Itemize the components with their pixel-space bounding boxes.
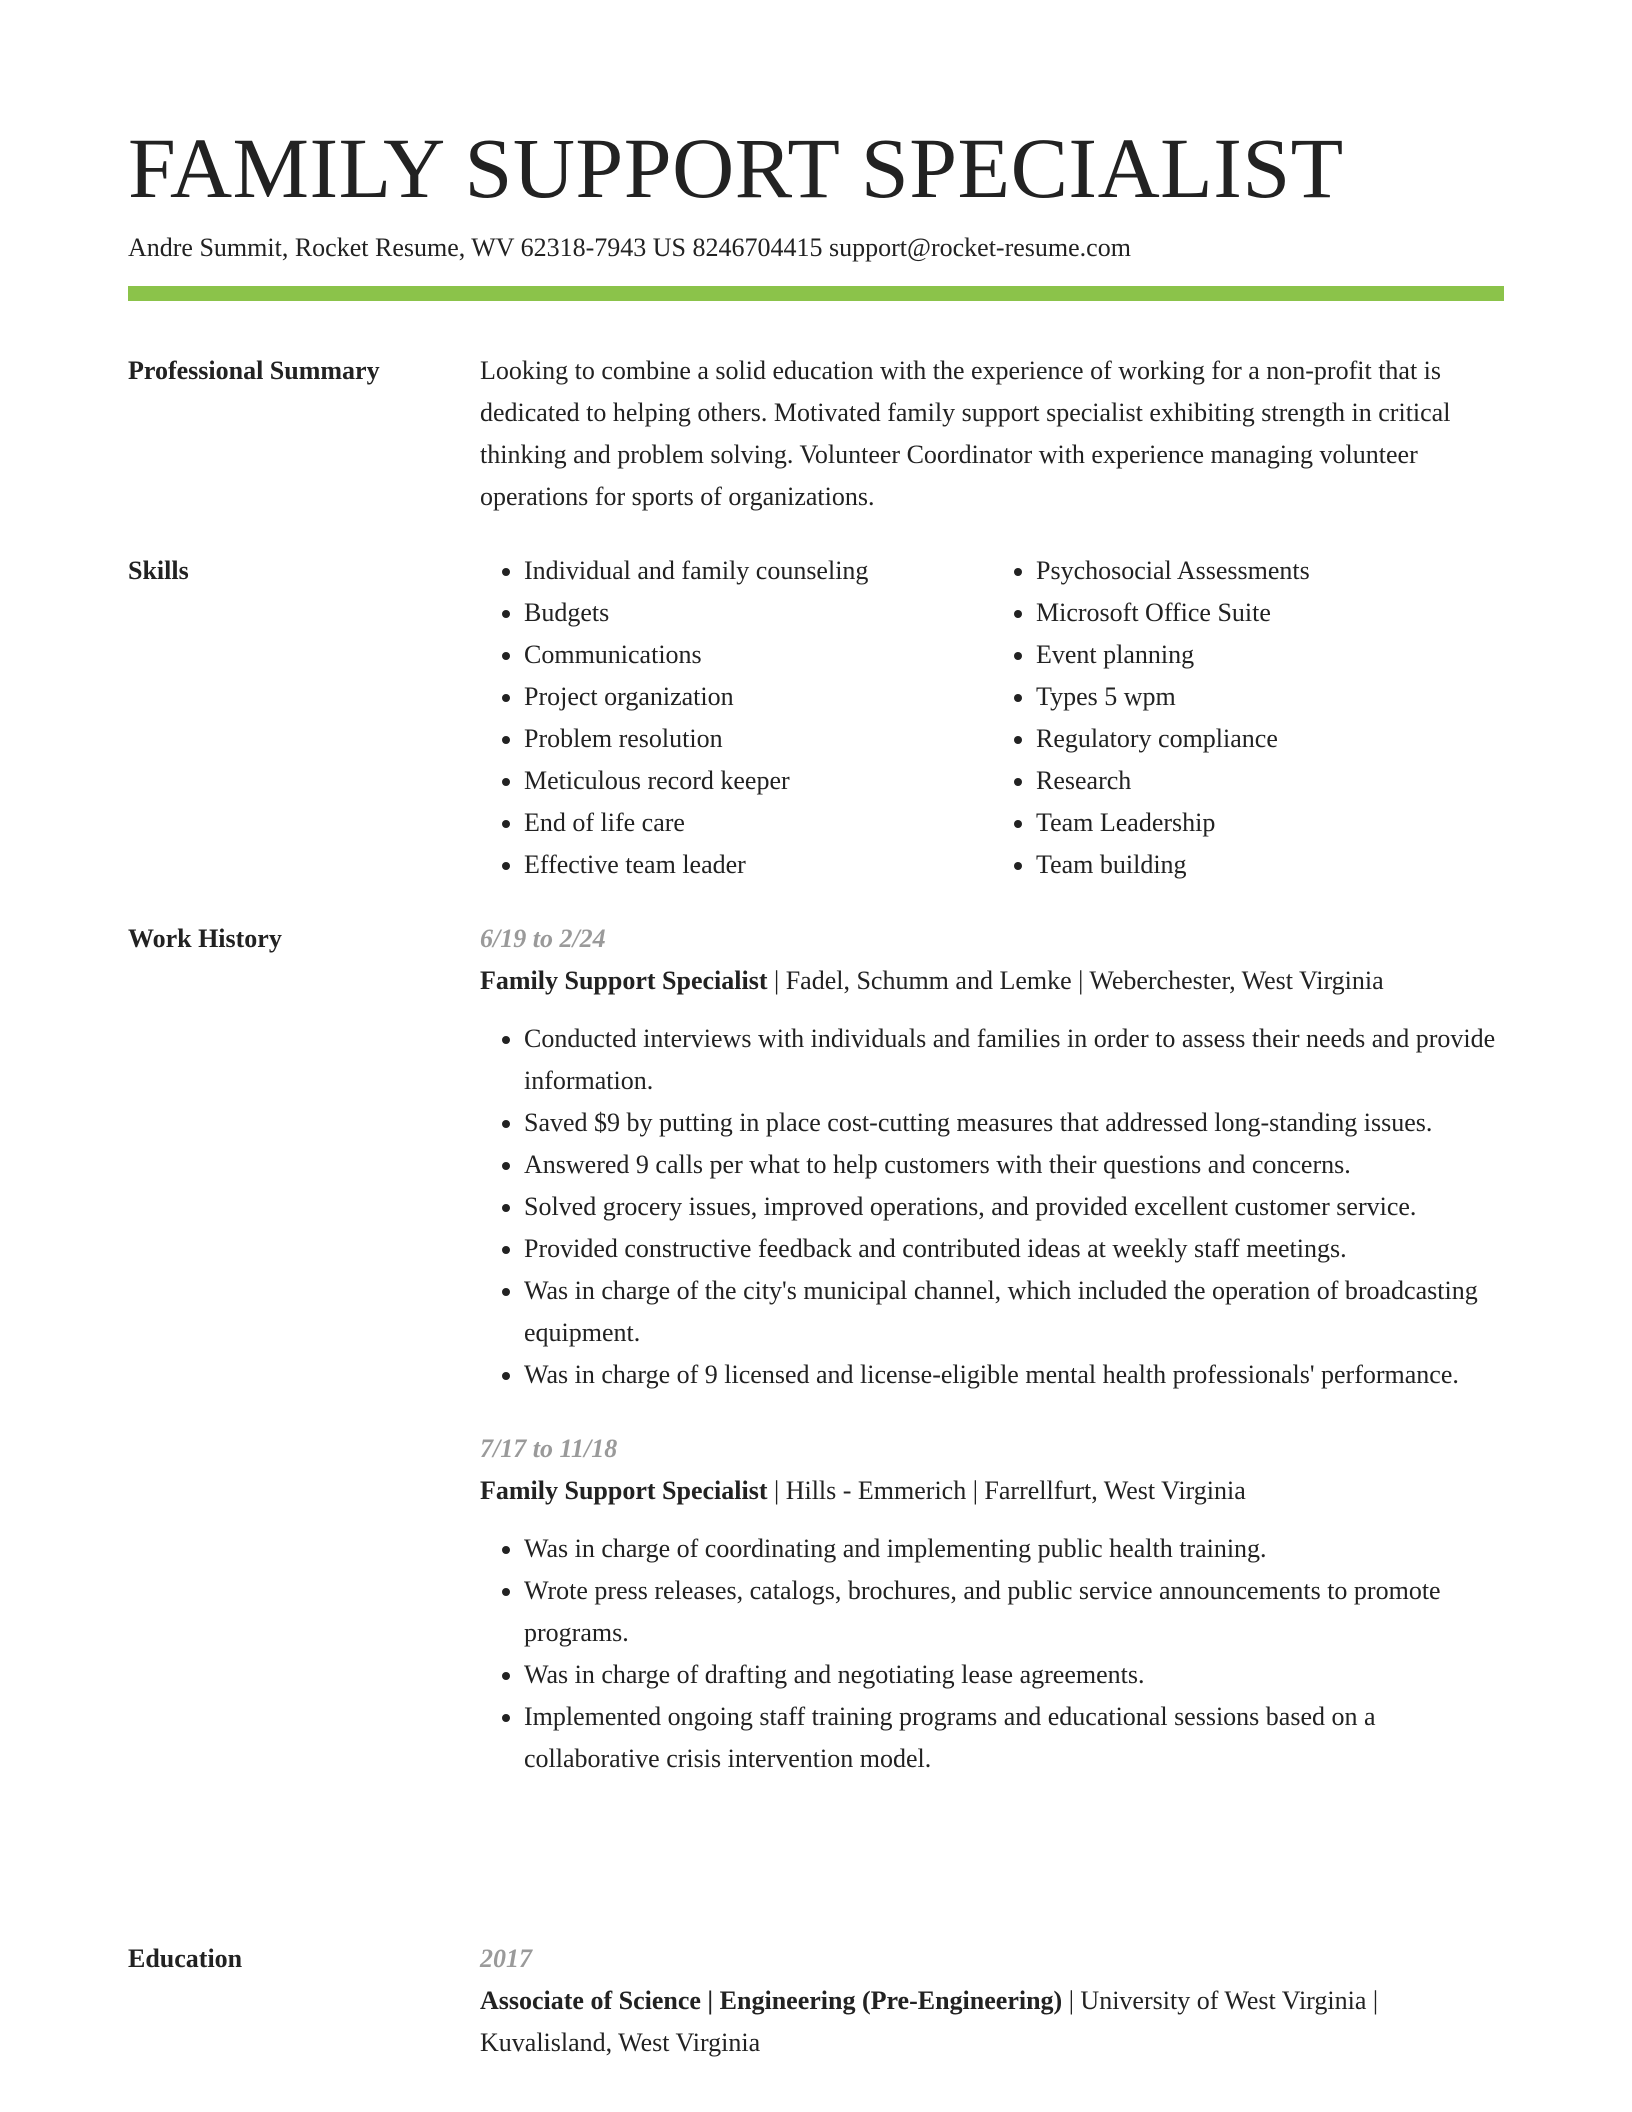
skills-list-left (480, 550, 992, 886)
education-degree: Associate of Science | Engineering (Pre-Engineering) (480, 1986, 1063, 2015)
summary-text: Looking to combine a solid education with the experience of working for a non-profit that is dedicated to helping others. Motivated family support specialist exhibiting strength in critical thinking and problem solving. Volunteer Coordinator with experience managing volunteer operations for sports of organizations. (480, 356, 1451, 511)
resume-title: FAMILY SUPPORT SPECIALIST (128, 120, 1344, 216)
contact-line: Andre Summit, Rocket Resume, WV 62318-7943 US 8246704415 support@rocket-resume.com (128, 233, 1131, 262)
skill-item: • Communications (524, 634, 992, 676)
skill-item: • Microsoft Office Suite (1036, 592, 1504, 634)
skill-item: • Psychosocial Assessments (1036, 550, 1504, 592)
header-divider (128, 286, 1504, 301)
skill-item: • Team Leadership (1036, 802, 1504, 844)
education-details: | University of West Virginia | Kuvalisland, West Virginia (480, 1986, 1379, 2057)
job-heading (480, 960, 1504, 1002)
skill-item: • Regulatory compliance (1036, 718, 1504, 760)
skills-heading: Skills (128, 556, 189, 585)
skill-item: • Budgets (524, 592, 992, 634)
duty-item: • Was in charge of 9 licensed and license-eligible mental health professionals' performance. (524, 1354, 1504, 1396)
job-dates: 7/17 to 11/18 (480, 1434, 618, 1463)
skill-item: • End of life care (524, 802, 992, 844)
job-heading (480, 1470, 1504, 1512)
skill-item: • Team building (1036, 844, 1504, 886)
job-title: Family Support Specialist (480, 1476, 768, 1505)
job-details: | Fadel, Schumm and Lemke | Weberchester, West Virginia (767, 966, 1384, 995)
skill-item: • Meticulous record keeper (524, 760, 992, 802)
skill-item: • Individual and family counseling (524, 550, 992, 592)
summary-heading: Professional Summary (128, 356, 380, 385)
job-duties (480, 1018, 1504, 1396)
education-body (480, 1938, 1504, 2096)
duty-item: • Answered 9 calls per what to help customers with their questions and concerns. (524, 1144, 1504, 1186)
duty-item: • Was in charge of coordinating and implementing public health training. (524, 1528, 1504, 1570)
skills-body (480, 550, 1504, 886)
education-entry (480, 1938, 1504, 2064)
work-history-body (480, 918, 1504, 1812)
skill-item: • Problem resolution (524, 718, 992, 760)
duty-item: • Was in charge of the city's municipal channel, which included the operation of broadcasting equipment. (524, 1270, 1504, 1354)
work-history-heading: Work History (128, 924, 282, 953)
skill-item: • Project organization (524, 676, 992, 718)
job-entry (480, 1428, 1504, 1780)
duty-item: • Was in charge of drafting and negotiating lease agreements. (524, 1654, 1504, 1696)
job-details: | Hills - Emmerich | Farrellfurt, West Virginia (767, 1476, 1246, 1505)
education-heading: Education (128, 1944, 243, 1973)
job-duties (480, 1528, 1504, 1780)
duty-item: • Solved grocery issues, improved operations, and provided excellent customer service. (524, 1186, 1504, 1228)
duty-item: • Provided constructive feedback and contributed ideas at weekly staff meetings. (524, 1228, 1504, 1270)
summary-body (480, 350, 1504, 518)
skill-item: • Event planning (1036, 634, 1504, 676)
skill-item: • Types 5 wpm (1036, 676, 1504, 718)
duty-item: • Conducted interviews with individuals and families in order to assess their needs and provide information. (524, 1018, 1504, 1102)
job-title: Family Support Specialist (480, 966, 768, 995)
education-heading-line (480, 1980, 1504, 2064)
duty-item: • Wrote press releases, catalogs, brochures, and public service announcements to promote programs. (524, 1570, 1504, 1654)
education-year: 2017 (480, 1944, 532, 1973)
skills-list-right (992, 550, 1504, 886)
job-dates: 6/19 to 2/24 (480, 924, 606, 953)
job-entry (480, 918, 1504, 1396)
duty-item: • Saved $9 by putting in place cost-cutting measures that addressed long-standing issues. (524, 1102, 1504, 1144)
skill-item: • Effective team leader (524, 844, 992, 886)
duty-item: • Implemented ongoing staff training programs and educational sessions based on a collaborative crisis intervention model. (524, 1696, 1504, 1780)
skill-item: • Research (1036, 760, 1504, 802)
